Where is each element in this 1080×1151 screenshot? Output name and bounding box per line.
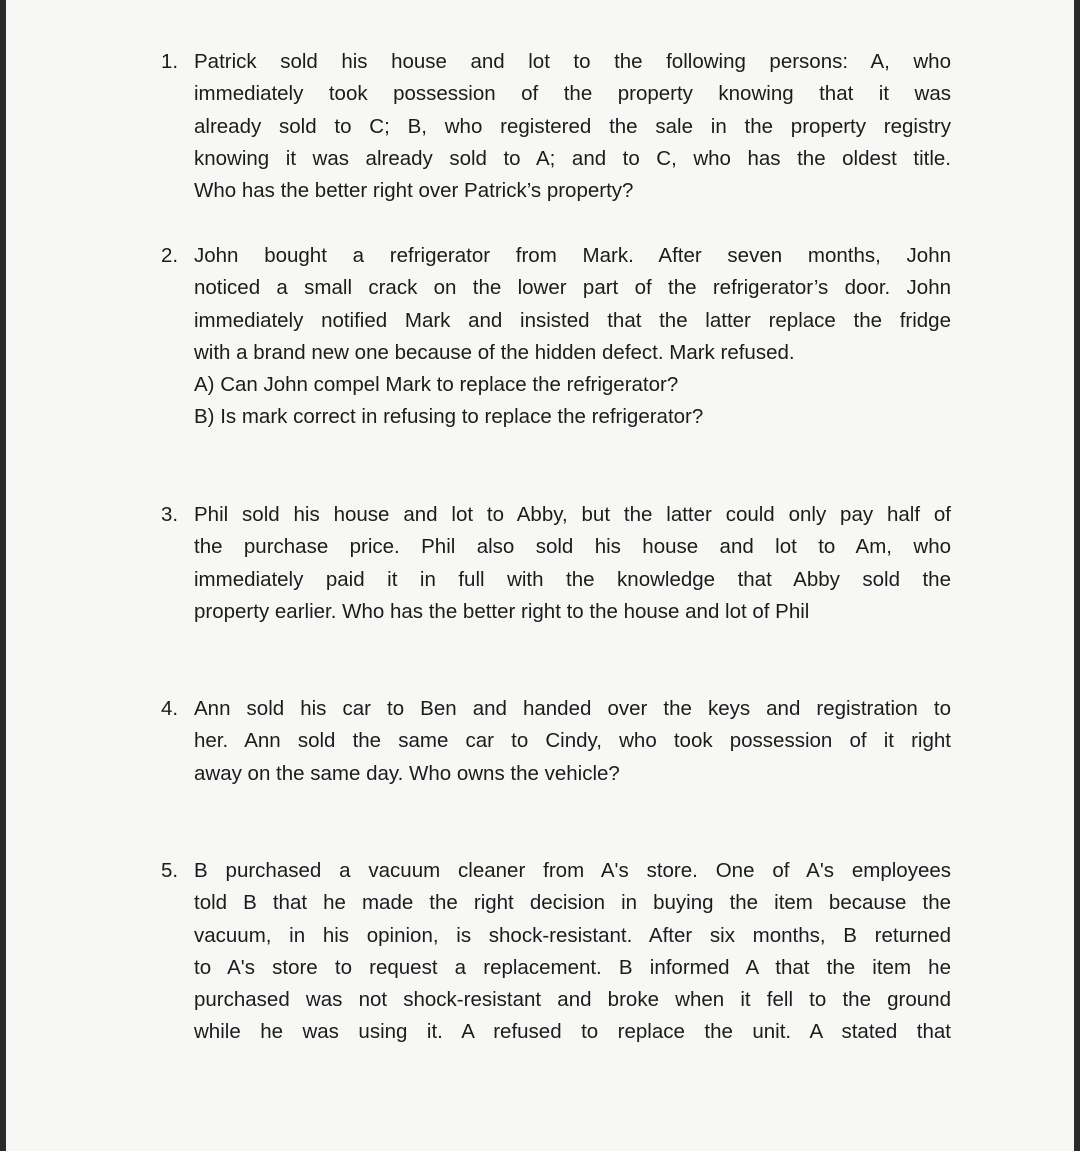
text-line: Phil sold his house and lot to Abby, but the latter could only pay half of	[194, 503, 951, 526]
question-number: 3.	[161, 503, 179, 526]
text-line: to A's store to request a replacement. B informed A that the item he	[194, 955, 951, 979]
text-line: the purchase price. Phil also sold his house and lot to Am, who	[194, 535, 951, 559]
text-line: purchased was not shock-resistant and broke when it fell to the ground	[194, 988, 951, 1012]
question-list	[6, 0, 1074, 1151]
question-number: 2.	[161, 244, 179, 267]
question-3	[161, 499, 951, 628]
sub-question-a: A) Can John compel Mark to replace the refrigerator?	[194, 373, 679, 397]
question-5	[161, 855, 951, 1049]
question-number: 1.	[161, 50, 179, 73]
question-4	[161, 693, 951, 790]
question-text	[194, 855, 951, 1049]
text-line: noticed a small crack on the lower part of the refrigerator’s door. John	[194, 276, 951, 300]
question-text	[194, 499, 951, 628]
text-line: told B that he made the right decision in buying the item because the	[194, 891, 951, 915]
text-line: immediately took possession of the property knowing that it was	[194, 82, 951, 106]
text-line: with a brand new one because of the hidden defect. Mark refused.	[194, 340, 795, 364]
question-text	[194, 693, 951, 790]
text-line: away on the same day. Who owns the vehicle?	[194, 761, 620, 785]
text-line: John bought a refrigerator from Mark. After seven months, John	[194, 244, 951, 267]
text-line: immediately notified Mark and insisted that the latter replace the fridge	[194, 308, 951, 332]
text-line: property earlier. Who has the better right to the house and lot of Phil	[194, 599, 810, 623]
question-2	[161, 240, 951, 434]
text-line: knowing it was already sold to A; and to C, who has the oldest title.	[194, 146, 951, 170]
question-1	[161, 46, 951, 207]
text-line: her. Ann sold the same car to Cindy, who took possession of it right	[194, 729, 951, 753]
text-line: Patrick sold his house and lot to the following persons: A, who	[194, 50, 951, 73]
question-number: 4.	[161, 697, 179, 720]
question-text	[194, 46, 951, 207]
text-line: immediately paid it in full with the knowledge that Abby sold the	[194, 567, 951, 591]
text-line: while he was using it. A refused to replace the unit. A stated that	[194, 1020, 951, 1044]
question-text	[194, 240, 951, 434]
text-line: Who has the better right over Patrick’s property?	[194, 179, 634, 203]
text-line: B purchased a vacuum cleaner from A's store. One of A's employees	[194, 859, 951, 882]
text-line: already sold to C; B, who registered the sale in the property registry	[194, 114, 951, 138]
text-line: Ann sold his car to Ben and handed over the keys and registration to	[194, 697, 951, 720]
sub-question-b: B) Is mark correct in refusing to replace the refrigerator?	[194, 405, 704, 429]
document-page	[6, 0, 1074, 1151]
question-number: 5.	[161, 859, 179, 882]
text-line: vacuum, in his opinion, is shock-resistant. After six months, B returned	[194, 923, 951, 947]
